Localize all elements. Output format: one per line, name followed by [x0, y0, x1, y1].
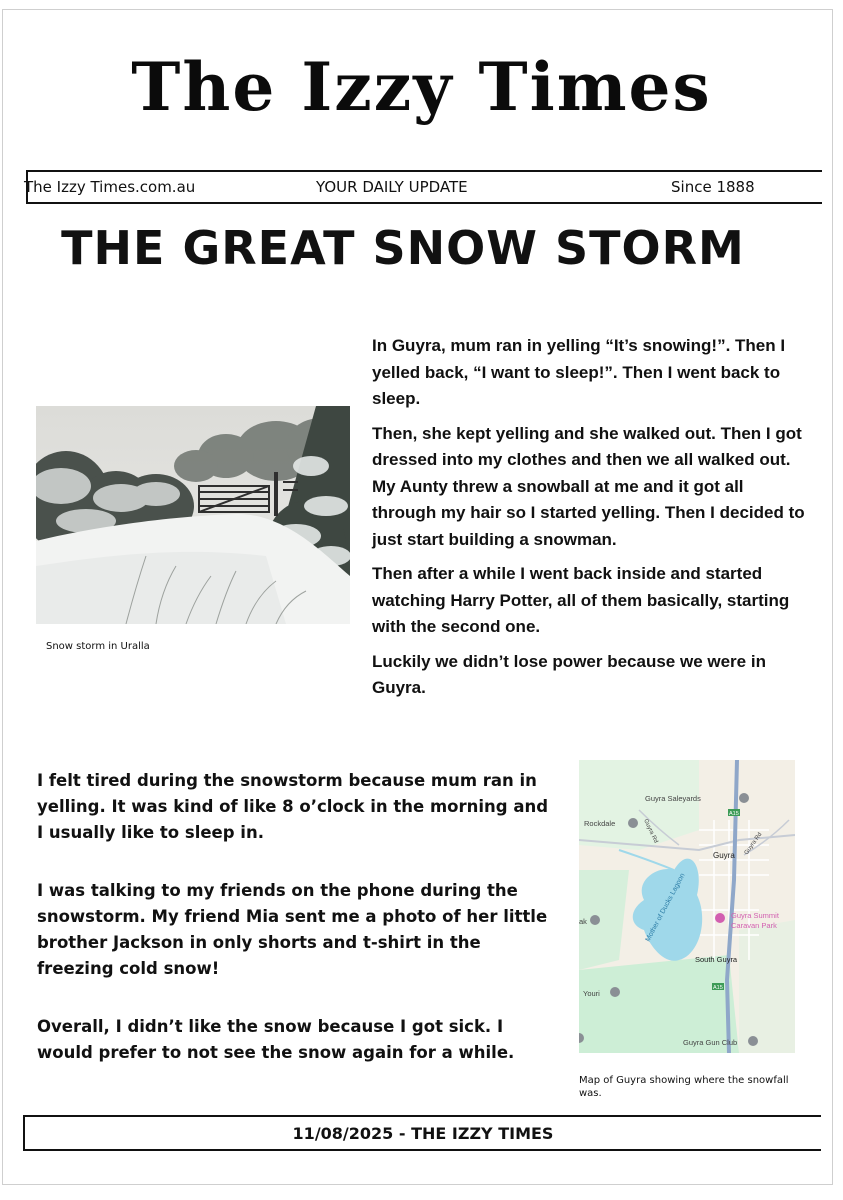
- map-label: Guyra Rd: [743, 831, 764, 857]
- paragraph: Then after a while I went back inside and started watching Harry Potter, all of them basically, starting with the second one.: [372, 564, 790, 636]
- tagline-text: YOUR DAILY UPDATE: [316, 178, 468, 196]
- paragraph: Luckily we didn’t lose power because we were in Guyra.: [372, 651, 766, 697]
- map-label: A15: [729, 811, 739, 817]
- map-label: Guyra Saleyards: [645, 794, 701, 803]
- paragraph: In Guyra, mum ran in yelling “It’s snowing!”. Then I yelled back, “I want to sleep!”. Then I went back to sleep.: [372, 336, 786, 408]
- photo-caption: Snow storm in Uralla: [46, 641, 150, 652]
- map-label: Mother of Ducks Lagoon: [644, 872, 687, 943]
- snow-photo: [36, 406, 350, 624]
- map-caption: Map of Guyra showing where the snowfall was.: [579, 1075, 789, 1099]
- footer-bar: [23, 1115, 821, 1151]
- guyra-map: [579, 760, 795, 1053]
- map-label: ak: [579, 917, 587, 926]
- article-right: [372, 333, 812, 710]
- map-label: South Guyra: [695, 955, 738, 964]
- paragraph: I was talking to my friends on the phone during the snowstorm. My friend Mia sent me a photo of her little brother Jackson in only shorts and t-shirt in the freezing cold snow!: [37, 881, 548, 978]
- masthead-title: The Izzy Times: [131, 48, 712, 126]
- map-label: A15: [713, 985, 723, 991]
- footer-text: 11/08/2025 - THE IZZY TIMES: [292, 1124, 554, 1143]
- paragraph: I felt tired during the snowstorm because mum ran in yelling. It was kind of like 8 o’clock in the morning and I usually like to sleep in.: [37, 771, 549, 842]
- paragraph: Overall, I didn’t like the snow because I got sick. I would prefer to not see the snow again for a while.: [37, 1017, 515, 1062]
- map-label: Guyra Summit: [731, 911, 779, 920]
- info-bar: [26, 170, 822, 204]
- headline: THE GREAT SNOW STORM: [61, 221, 745, 275]
- article-left: [37, 768, 557, 1098]
- map-label: Youri: [583, 989, 600, 998]
- website-text: The Izzy Times.com.au: [24, 178, 196, 196]
- since-text: Since 1888: [671, 178, 755, 196]
- map-label: Caravan Park: [731, 921, 777, 930]
- map-label: Guyra Rd: [642, 818, 659, 845]
- paragraph: Then, she kept yelling and she walked out. Then I got dressed into my clothes and then we all walked out. My Aunty threw a snowball at me and it got all through my hair so I started yelling. Then I decided to just start building a snowman.: [372, 423, 805, 549]
- map-label: Rockdale: [584, 819, 616, 828]
- map-label: Guyra Gun Club: [683, 1038, 738, 1047]
- map-label: Guyra: [713, 851, 735, 860]
